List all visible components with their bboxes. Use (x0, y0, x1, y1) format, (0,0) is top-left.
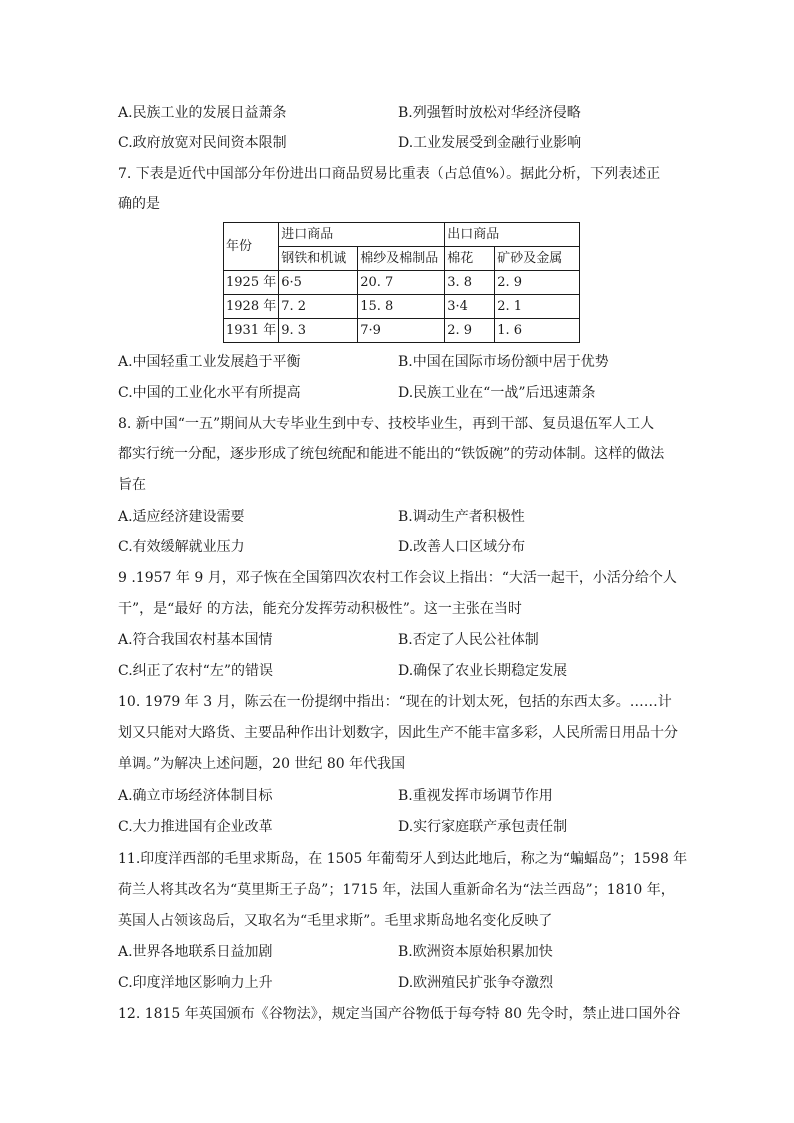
sub-header-yarn: 棉纱及棉制品 (358, 247, 445, 271)
year-cell: 1928 年 (224, 295, 279, 319)
import-header-cell: 进口商品 (279, 223, 445, 247)
q6-option-d: D.工业发展受到金融行业影响 (398, 135, 582, 151)
q7-stem-line-1: 7. 下表是近代中国部分年份进出口商品贸易比重表（占总值%）。据此分析，下列表述正 (118, 166, 661, 182)
q12-stem-line-1: 12. 1815 年英国颁布《谷物法》，规定当国产谷物低于每夸特 80 先令时，禁止进口国外谷 (118, 1006, 681, 1022)
q9-stem-line-2: 干”，是“最好 的方法，能充分发挥劳动积极性”。这一主张在当时 (118, 601, 522, 617)
q6-option-c: C.政府放宽对民间资本限制 (118, 135, 287, 151)
q10-option-b: B.重视发挥市场调节作用 (398, 788, 553, 804)
q11-stem-line-2: 荷兰人将其改名为“莫里斯王子岛”；1715 年，法国人重新命名为“法兰西岛”；1810 年， (118, 882, 675, 898)
yarn-cell: 15. 8 (358, 295, 445, 319)
q10-option-a: A.确立市场经济体制目标 (118, 788, 273, 804)
q10-stem-line-3: 单调。”为解决上述问题，20 世纪 80 年代我国 (118, 756, 406, 772)
export-header-cell: 出口商品 (445, 223, 580, 247)
year-cell: 1925 年 (224, 271, 279, 295)
steel-cell: 9. 3 (279, 319, 358, 343)
q11-option-c: C.印度洋地区影响力上升 (118, 975, 273, 991)
q10-stem-line-1: 10. 1979 年 3 月，陈云在一份提纲中指出：“现在的计划太死，包括的东西太多。……计 (118, 694, 672, 710)
cotton-cell: 3·4 (445, 295, 495, 319)
q9-option-c: C.纠正了农村“左”的错误 (118, 663, 273, 679)
year-header-cell: 年份 (224, 223, 279, 271)
q9-stem-line-1: 9 .1957 年 9 月，邓子恢在全国第四次农村工作会议上指出：“大活一起干，小活分给个人 (118, 570, 677, 586)
trade-share-table (223, 222, 580, 343)
q7-option-b: B.中国在国际市场份额中居于优势 (398, 354, 609, 370)
q8-stem-line-1: 8. 新中国“一五”期间从大专毕业生到中专、技校毕业生，再到干部、复员退伍军人工人 (118, 416, 655, 432)
ore-cell: 2. 1 (495, 295, 580, 319)
q8-option-c: C.有效缓解就业压力 (118, 539, 245, 555)
q11-option-d: D.欧洲殖民扩张争夺激烈 (398, 975, 554, 991)
year-cell: 1931 年 (224, 319, 279, 343)
q9-option-d: D.确保了农业长期稳定发展 (398, 663, 568, 679)
table-row (224, 295, 580, 319)
table-row (224, 271, 580, 295)
q8-option-b: B.调动生产者积极性 (398, 509, 525, 525)
q6-option-b: B.列强暂时放松对华经济侵略 (398, 105, 581, 121)
sub-header-ore: 矿砂及金属 (495, 247, 580, 271)
q11-option-b: B.欧洲资本原始积累加快 (398, 944, 553, 960)
sub-header-steel: 钢铁和机诚 (279, 247, 358, 271)
q7-option-d: D.民族工业在“一战”后迅速萧条 (398, 385, 596, 401)
steel-cell: 6·5 (279, 271, 358, 295)
q8-option-a: A.适应经济建设需要 (118, 509, 245, 525)
q7-option-a: A.中国轻重工业发展趋于平衡 (118, 354, 301, 370)
q10-option-c: C.大力推进国有企业改革 (118, 819, 273, 835)
q11-stem-line-3: 英国人占领该岛后，又取名为“毛里求斯”。毛里求斯岛地名变化反映了 (118, 913, 553, 929)
q8-stem-line-3: 旨在 (118, 477, 146, 493)
q9-option-a: A.符合我国农村基本国情 (118, 632, 273, 648)
q11-option-a: A.世界各地联系日益加剧 (118, 944, 273, 960)
q6-option-a: A.民族工业的发展日益萧条 (118, 105, 287, 121)
sub-header-cotton: 棉花 (445, 247, 495, 271)
q10-stem-line-2: 划又只能对大路货、主要品种作出计划数字，因此生产不能丰富多彩，人民所需日用品十分 (118, 725, 678, 741)
q8-stem-line-2: 都实行统一分配，逐步形成了统包统配和能进不能出的“铁饭碗”的劳动体制。这样的做法 (118, 446, 665, 462)
yarn-cell: 7·9 (358, 319, 445, 343)
steel-cell: 7. 2 (279, 295, 358, 319)
q11-stem-line-1: 11.印度洋西部的毛里求斯岛，在 1505 年葡萄牙人到达此地后，称之为“蝙蝠岛”；1598 年 (118, 851, 688, 867)
ore-cell: 1. 6 (495, 319, 580, 343)
cotton-cell: 3. 8 (445, 271, 495, 295)
table-row (224, 319, 580, 343)
q7-option-c: C.中国的工业化水平有所提高 (118, 385, 301, 401)
q9-option-b: B.否定了人民公社体制 (398, 632, 539, 648)
ore-cell: 2. 9 (495, 271, 580, 295)
yarn-cell: 20. 7 (358, 271, 445, 295)
cotton-cell: 2. 9 (445, 319, 495, 343)
q8-option-d: D.改善人口区域分布 (398, 539, 526, 555)
q7-stem-line-2: 确的是 (118, 196, 160, 212)
q10-option-d: D.实行家庭联产承包责任制 (398, 819, 568, 835)
